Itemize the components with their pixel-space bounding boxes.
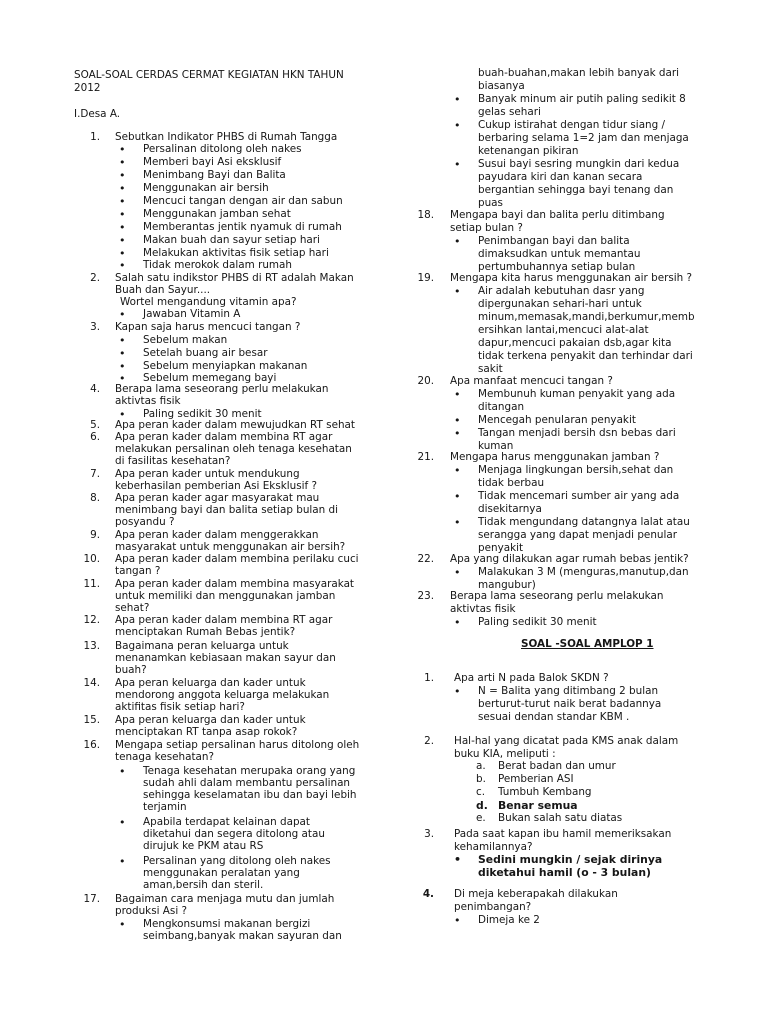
text-line: tangan ? bbox=[115, 565, 161, 577]
text-line: pertumbuhannya setiap bulan bbox=[478, 261, 636, 273]
bullet-item: • Setelah buang air besar bbox=[143, 347, 268, 360]
item-number: 21. bbox=[417, 451, 434, 463]
text-line: menanamkan kebiasaan makan sayur dan bbox=[115, 652, 336, 664]
text-line: Hal-hal yang dicatat pada KMS anak dalam bbox=[454, 735, 679, 747]
item-number: 4. bbox=[422, 888, 434, 900]
item-number: 17. bbox=[83, 893, 100, 905]
text-line: Salah satu indikstor PHBS di RT adalah Makan bbox=[115, 272, 354, 284]
text-line: Bagaimana peran keluarga untuk bbox=[115, 640, 289, 652]
text-line: dimaksudkan untuk memantau bbox=[478, 248, 641, 260]
text-line: sudah ahli dalam membantu persalinan bbox=[143, 777, 351, 789]
text-line: buah-buahan,makan lebih banyak dari bbox=[478, 67, 680, 79]
text-line: terjamin bbox=[143, 801, 187, 813]
item-number: 6. bbox=[90, 431, 100, 443]
bullet-item: • Banyak minum air putih paling sedikit 8 bbox=[478, 93, 686, 106]
text-line: masyarakat untuk menggunakan air bersih? bbox=[115, 541, 346, 553]
item-number: 20. bbox=[417, 375, 434, 387]
text-line: kuman bbox=[478, 440, 514, 452]
bullet-item: • Tidak mencemari sumber air yang ada bbox=[478, 490, 679, 503]
text-line: melakukan persalinan oleh tenaga kesehatan bbox=[115, 443, 352, 455]
option-text: Berat badan dan umur bbox=[498, 760, 616, 772]
text-line: di fasilitas kesehatan? bbox=[115, 455, 231, 467]
text-line: dipergunakan sehari-hari untuk bbox=[478, 298, 642, 310]
option-text: Tumbuh Kembang bbox=[498, 786, 592, 798]
text-line: gelas sehari bbox=[478, 106, 541, 118]
item-number: 3. bbox=[424, 828, 434, 840]
text-line: Di meja keberapakah dilakukan bbox=[454, 888, 618, 900]
section-heading: SOAL -SOAL AMPLOP 1 bbox=[521, 638, 654, 650]
text-line: penimbangan? bbox=[454, 901, 532, 913]
item-number: 8. bbox=[90, 492, 100, 504]
text-line: bergantian sehingga bayi tenang dan bbox=[478, 184, 674, 196]
text-line: untuk memiliki dan menggunakan jamban bbox=[115, 590, 336, 602]
text-line: ditangan bbox=[478, 401, 525, 413]
option-letter: b. bbox=[476, 773, 486, 785]
bullet-item: • Tidak merokok dalam rumah bbox=[143, 259, 292, 272]
text-line: Mengapa bayi dan balita perlu ditimbang bbox=[450, 209, 665, 221]
bullet-item: • Sebelum menyiapkan makanan bbox=[143, 360, 307, 373]
item-number: 19. bbox=[417, 272, 434, 284]
item-number: 3. bbox=[90, 321, 100, 333]
text-line: aktivtas fisik bbox=[115, 395, 181, 407]
text-line: Mengapa kita harus menggunakan air bersih ? bbox=[450, 272, 693, 284]
text-line: Apa peran kader untuk mendukung bbox=[115, 468, 300, 480]
text-line: diketahui hamil (o - 3 bulan) bbox=[478, 866, 651, 879]
option-text: Pemberian ASI bbox=[498, 773, 574, 785]
text-line: Apa peran kader dalam membina perilaku cuci bbox=[115, 553, 359, 565]
bullet-item: • Sedini mungkin / sejak dirinya bbox=[478, 853, 662, 866]
text-line: berbaring selama 1=2 jam dan menjaga bbox=[478, 132, 689, 144]
bullet-item: • Menjaga lingkungan bersih,sehat dan bbox=[478, 464, 673, 477]
text-line: mangubur) bbox=[478, 579, 536, 591]
text-line: Pada saat kapan ibu hamil memeriksakan bbox=[454, 828, 672, 840]
text-line: Apa peran kader dalam mewujudkan RT sehat bbox=[115, 419, 355, 431]
bullet-item: • Paling sedikit 30 menit bbox=[478, 616, 597, 629]
text-line: minum,memasak,mandi,berkumur,memb bbox=[478, 311, 695, 323]
bullet-item: • Menggunakan jamban sehat bbox=[143, 208, 291, 221]
text-line: Apa arti N pada Balok SKDN ? bbox=[454, 672, 609, 684]
bullet-item: • N = Balita yang ditimbang 2 bulan bbox=[478, 685, 658, 698]
bullet-item: • Menggunakan air bersih bbox=[143, 182, 269, 195]
text-line: aktivtas fisik bbox=[450, 603, 516, 615]
item-number: 12. bbox=[83, 614, 100, 626]
bullet-item: • Apabila terdapat kelainan dapat bbox=[143, 816, 310, 829]
text-line: 2012 bbox=[74, 82, 101, 94]
bullet-item: • Malakukan 3 M (menguras,manutup,dan bbox=[478, 566, 689, 579]
text-line: berturut-turut naik berat badannya bbox=[478, 698, 662, 710]
bullet-item: • Makan buah dan sayur setiap hari bbox=[143, 234, 320, 247]
text-line: Apa yang dilakukan agar rumah bebas jentik? bbox=[450, 553, 689, 565]
bullet-item: • Memberi bayi Asi eksklusif bbox=[143, 156, 281, 169]
text-line: dirujuk ke PKM atau RS bbox=[143, 840, 264, 852]
text-line: penyakit bbox=[478, 542, 524, 554]
item-number: 13. bbox=[83, 640, 100, 652]
bullet-item: • Membunuh kuman penyakit yang ada bbox=[478, 388, 675, 401]
bullet-item: • Dimeja ke 2 bbox=[478, 914, 540, 927]
option-letter: a. bbox=[476, 760, 486, 772]
bullet-item: • Mencegah penularan penyakit bbox=[478, 414, 636, 427]
text-line: buah? bbox=[115, 664, 147, 676]
text-line: posyandu ? bbox=[115, 516, 175, 528]
text-line: tenaga kesehatan? bbox=[115, 751, 215, 763]
item-number: 16. bbox=[83, 739, 100, 751]
text-line: Wortel mengandung vitamin apa? bbox=[120, 296, 297, 308]
text-line: Berapa lama seseorang perlu melakukan bbox=[115, 383, 329, 395]
bullet-item: • Mengkonsumsi makanan bergizi bbox=[143, 918, 310, 931]
text-line: ersihkan lantai,mencuci alat-alat bbox=[478, 324, 649, 336]
text-line: I.Desa A. bbox=[74, 108, 121, 120]
text-line: sehingga keselamatan ibu dan bayi lebih bbox=[143, 789, 357, 801]
text-line: menciptakan RT tanpa asap rokok? bbox=[115, 726, 298, 738]
text-line: mendorong anggota keluarga melakukan bbox=[115, 689, 330, 701]
text-line: Apa peran kader agar masyarakat mau bbox=[115, 492, 320, 504]
bullet-item: • Cukup istirahat dengan tidur siang / bbox=[478, 119, 665, 132]
bullet-item: • Paling sedikit 30 menit bbox=[143, 408, 262, 421]
text-line: buku KIA, meliputi : bbox=[454, 748, 556, 760]
bullet-item: • Tenaga kesehatan merupaka orang yang bbox=[143, 765, 355, 778]
text-line: Apa peran kader dalam membina RT agar bbox=[115, 614, 333, 626]
bullet-item: • Tangan menjadi bersih dsn bebas dari bbox=[478, 427, 676, 440]
item-number: 14. bbox=[83, 677, 100, 689]
option-letter: d. bbox=[476, 799, 488, 812]
item-number: 23. bbox=[417, 590, 434, 602]
text-line: Buah dan Sayur.... bbox=[115, 284, 211, 296]
text-line: setiap bulan ? bbox=[450, 222, 523, 234]
bullet-item: • Penimbangan bayi dan balita bbox=[478, 235, 630, 248]
option-letter: c. bbox=[476, 786, 486, 798]
text-line: Apa manfaat mencuci tangan ? bbox=[450, 375, 613, 387]
item-number: 2. bbox=[424, 735, 434, 747]
text-line: sehat? bbox=[115, 602, 150, 614]
text-line: disekitarnya bbox=[478, 503, 542, 515]
item-number: 22. bbox=[417, 553, 434, 565]
text-line: seimbang,banyak makan sayuran dan bbox=[143, 930, 342, 942]
text-line: keberhasilan pemberian Asi Eksklusif ? bbox=[115, 480, 317, 492]
bullet-item: • Persalinan yang ditolong oleh nakes bbox=[143, 855, 331, 868]
text-line: sakit bbox=[478, 363, 503, 375]
item-number: 1. bbox=[424, 672, 434, 684]
bullet-item: • Mencuci tangan dengan air dan sabun bbox=[143, 195, 343, 208]
text-line: Mengapa harus menggunakan jamban ? bbox=[450, 451, 660, 463]
bullet-item: • Jawaban Vitamin A bbox=[143, 308, 240, 321]
text-line: Berapa lama seseorang perlu melakukan bbox=[450, 590, 664, 602]
item-number: 4. bbox=[90, 383, 100, 395]
text-line: Apa peran kader dalam menggerakkan bbox=[115, 529, 319, 541]
option-letter: e. bbox=[476, 812, 486, 824]
item-number: 9. bbox=[90, 529, 100, 541]
text-line: biasanya bbox=[478, 80, 525, 92]
text-line: sesuai dendan standar KBM . bbox=[478, 711, 630, 723]
bullet-item: • Sebelum makan bbox=[143, 334, 227, 347]
item-number: 7. bbox=[90, 468, 100, 480]
bullet-item: • Tidak mengundang datangnya lalat atau bbox=[478, 516, 690, 529]
text-line: serangga yang dapat menjadi penular bbox=[478, 529, 678, 541]
text-line: diketahui dan segera ditolong atau bbox=[143, 828, 325, 840]
text-line: puas bbox=[478, 197, 503, 209]
text-line: Mengapa setiap persalinan harus ditolong oleh bbox=[115, 739, 360, 751]
text-line: tidak berbau bbox=[478, 477, 545, 489]
bullet-item: • Sebelum memegang bayi bbox=[143, 372, 276, 385]
text-line: produksi Asi ? bbox=[115, 905, 188, 917]
text-line: kehamilannya? bbox=[454, 841, 533, 853]
option-text: Bukan salah satu diatas bbox=[498, 812, 623, 824]
bullet-item: • Menimbang Bayi dan Balita bbox=[143, 169, 286, 182]
item-number: 15. bbox=[83, 714, 100, 726]
text-line: Apa peran keluarga dan kader untuk bbox=[115, 714, 306, 726]
bullet-item: • Air adalah kebutuhan dasr yang bbox=[478, 285, 644, 298]
item-number: 11. bbox=[83, 578, 100, 590]
text-line: Apa peran kader dalam membina masyarakat bbox=[115, 578, 355, 590]
bullet-item: • Persalinan ditolong oleh nakes bbox=[143, 143, 302, 156]
bullet-item: • Melakukan aktivitas fisik setiap hari bbox=[143, 247, 329, 260]
text-line: menggunakan peralatan yang bbox=[143, 867, 300, 879]
item-number: 5. bbox=[90, 419, 100, 431]
text-line: dapur,mencuci pakaian dsb,agar kita bbox=[478, 337, 672, 349]
text-line: payudara kiri dan kanan secara bbox=[478, 171, 643, 183]
text-line: aman,bersih dan steril. bbox=[143, 879, 264, 891]
bullet-item: • Memberantas jentik nyamuk di rumah bbox=[143, 221, 342, 234]
text-line: ketenangan pikiran bbox=[478, 145, 579, 157]
text-line: Apa peran keluarga dan kader untuk bbox=[115, 677, 306, 689]
text-line: menciptakan Rumah Bebas jentik? bbox=[115, 626, 296, 638]
item-number: 10. bbox=[83, 553, 100, 565]
option-text: Benar semua bbox=[498, 799, 578, 812]
bullet-item: • Susui bayi sesring mungkin dari kedua bbox=[478, 158, 679, 171]
text-line: Sebutkan Indikator PHBS di Rumah Tangga bbox=[115, 131, 338, 143]
text-line: SOAL-SOAL CERDAS CERMAT KEGIATAN HKN TAHUN bbox=[74, 69, 344, 81]
item-number: 2. bbox=[90, 272, 100, 284]
text-line: tidak terkena penyakit dan terhindar dari bbox=[478, 350, 693, 362]
text-line: Kapan saja harus mencuci tangan ? bbox=[115, 321, 301, 333]
text-line: Apa peran kader dalam membina RT agar bbox=[115, 431, 333, 443]
text-line: menimbang bayi dan balita setiap bulan di bbox=[115, 504, 339, 516]
text-line: aktifitas fisik setiap hari? bbox=[115, 701, 245, 713]
text-line: Bagaiman cara menjaga mutu dan jumlah bbox=[115, 893, 335, 905]
item-number: 18. bbox=[417, 209, 434, 221]
item-number: 1. bbox=[90, 131, 100, 143]
